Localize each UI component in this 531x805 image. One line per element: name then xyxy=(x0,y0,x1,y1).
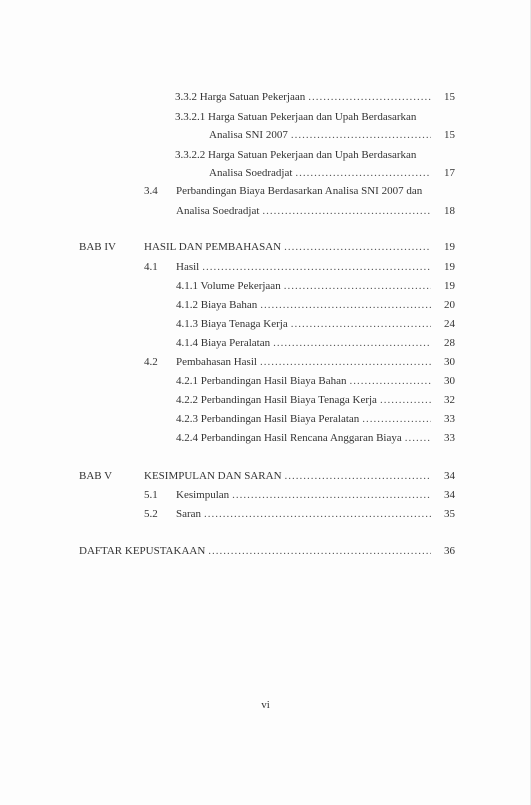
leader-dots xyxy=(295,167,431,180)
toc-entry-page: 35 xyxy=(444,508,455,520)
leader-dots xyxy=(285,470,431,483)
toc-entry-page: 17 xyxy=(444,167,455,179)
toc-entry-title: 4.1.2 Biaya Bahan xyxy=(176,299,258,311)
leader-dots xyxy=(202,261,431,274)
toc-entry-3-4-line1: Perbandingan Biaya Berdasarkan Analisa SNI 2007 dan xyxy=(176,185,423,197)
toc-entry-page: 33 xyxy=(444,432,455,444)
toc-entry-title: DAFTAR KEPUSTAKAAN xyxy=(79,545,206,557)
toc-entry-3-3-2-2-line1: 3.3.2.2 Harga Satuan Pekerjaan dan Upah Berdasarkan xyxy=(175,149,417,161)
toc-entry-title: 4.1.1 Volume Pekerjaan xyxy=(176,280,281,292)
toc-entry-page: 34 xyxy=(444,489,455,501)
toc-entry-3-3-2-2 xyxy=(209,167,455,180)
leader-dots xyxy=(262,205,431,218)
toc-entry-page: 15 xyxy=(444,91,455,103)
toc-entry-4-2-3 xyxy=(176,413,455,426)
toc-entry-title: Analisa Soedradjat xyxy=(209,167,293,179)
leader-dots xyxy=(273,337,431,350)
toc-entry-3-4 xyxy=(176,205,455,218)
toc-entry-page: 28 xyxy=(444,337,455,349)
toc-entry-title: 4.2.1 Perbandingan Hasil Biaya Bahan xyxy=(176,375,347,387)
toc-entry-title: Kesimpulan xyxy=(176,489,230,501)
toc-entry-3-3-2-1-line1: 3.3.2.1 Harga Satuan Pekerjaan dan Upah Berdasarkan xyxy=(175,111,417,123)
toc-entry-page: 19 xyxy=(444,241,455,253)
chapter-label-bab-v: BAB V xyxy=(79,470,113,482)
toc-entry-page: 15 xyxy=(444,129,455,141)
leader-dots xyxy=(260,299,431,312)
toc-entry-title: 4.1.4 Biaya Peralatan xyxy=(176,337,271,349)
toc-entry-5-2 xyxy=(176,508,455,521)
toc-entry-page: 30 xyxy=(444,375,455,387)
leader-dots xyxy=(380,394,431,407)
chapter-label-bab-iv: BAB IV xyxy=(79,241,116,253)
toc-entry-title: 4.1.3 Biaya Tenaga Kerja xyxy=(176,318,288,330)
toc-number-3-4: 3.4 xyxy=(144,185,158,197)
toc-entry-4-1 xyxy=(176,261,455,274)
toc-entry-4-2-4 xyxy=(176,432,455,445)
leader-dots xyxy=(284,280,431,293)
toc-entry-3-3-2 xyxy=(175,91,455,104)
toc-entry-4-1-4 xyxy=(176,337,455,350)
page-number: vi xyxy=(261,699,270,711)
toc-entry-title: Pembahasan Hasil xyxy=(176,356,257,368)
toc-entry-title: HASIL DAN PEMBAHASAN xyxy=(144,241,282,253)
toc-number-5-1: 5.1 xyxy=(144,489,158,501)
leader-dots xyxy=(208,545,431,558)
leader-dots xyxy=(308,91,431,104)
toc-entry-4-2-1 xyxy=(176,375,455,388)
leader-dots xyxy=(291,129,431,142)
leader-dots xyxy=(362,413,431,426)
toc-entry-page: 19 xyxy=(444,261,455,273)
toc-entry-4-1-1 xyxy=(176,280,455,293)
toc-entry-page: 30 xyxy=(444,356,455,368)
toc-number-5-2: 5.2 xyxy=(144,508,158,520)
toc-entry-bab-v xyxy=(144,470,455,483)
toc-entry-title: KESIMPULAN DAN SARAN xyxy=(144,470,282,482)
toc-entry-page: 34 xyxy=(444,470,455,482)
toc-entry-title: Analisa Soedradjat xyxy=(176,205,260,217)
toc-entry-page: 19 xyxy=(444,280,455,292)
toc-entry-title: 4.2.3 Perbandingan Hasil Biaya Peralatan xyxy=(176,413,360,425)
toc-number-4-1: 4.1 xyxy=(144,261,158,273)
leader-dots xyxy=(204,508,431,521)
leader-dots xyxy=(260,356,431,369)
toc-entry-title: Hasil xyxy=(176,261,200,273)
toc-entry-4-1-3 xyxy=(176,318,455,331)
toc-entry-page: 36 xyxy=(444,545,455,557)
toc-entry-5-1 xyxy=(176,489,455,502)
toc-entry-title: 4.2.4 Perbandingan Hasil Rencana Anggaran Biaya xyxy=(176,432,402,444)
toc-entry-page: 32 xyxy=(444,394,455,406)
leader-dots xyxy=(405,432,431,445)
leader-dots xyxy=(284,241,431,254)
leader-dots xyxy=(349,375,431,388)
leader-dots xyxy=(232,489,431,502)
toc-entry-page: 24 xyxy=(444,318,455,330)
toc-entry-daftar-kepustakaan xyxy=(79,545,455,558)
toc-entry-4-2-2 xyxy=(176,394,455,407)
toc-entry-3-3-2-1 xyxy=(209,129,455,142)
leader-dots xyxy=(291,318,431,331)
toc-number-4-2: 4.2 xyxy=(144,356,158,368)
toc-entry-page: 33 xyxy=(444,413,455,425)
toc-entry-title: 4.2.2 Perbandingan Hasil Biaya Tenaga Kerja xyxy=(176,394,377,406)
toc-entry-title: 3.3.2 Harga Satuan Pekerjaan xyxy=(175,91,306,103)
toc-entry-title: Saran xyxy=(176,508,202,520)
toc-entry-title: Analisa SNI 2007 xyxy=(209,129,288,141)
toc-entry-bab-iv xyxy=(144,241,455,254)
toc-entry-page: 18 xyxy=(444,205,455,217)
toc-entry-4-2 xyxy=(176,356,455,369)
toc-entry-4-1-2 xyxy=(176,299,455,312)
toc-entry-page: 20 xyxy=(444,299,455,311)
